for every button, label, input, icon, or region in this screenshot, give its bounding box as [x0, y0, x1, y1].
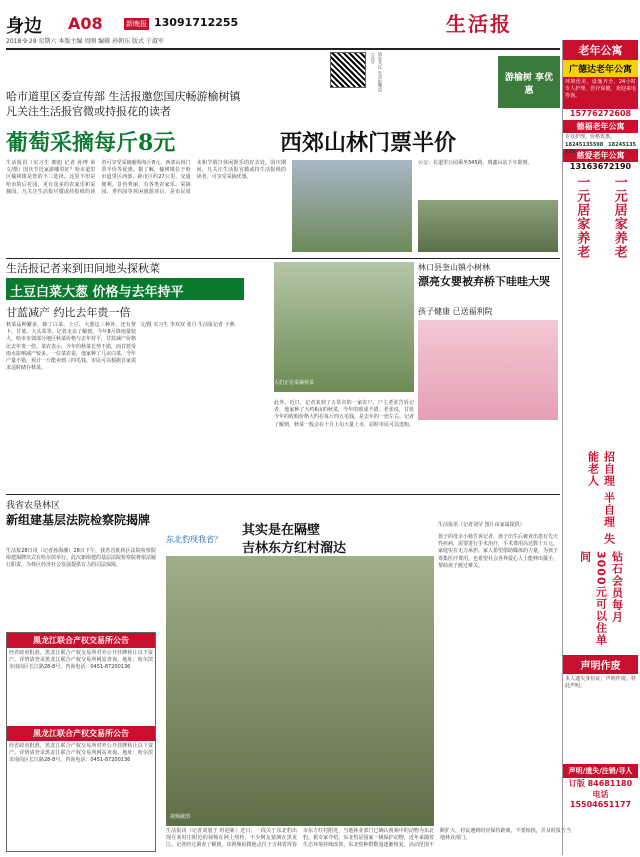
qr-code	[330, 52, 366, 88]
story1-body: 生活报讯（实习生 朝旭 记者 孙博 荣 文/摄）国庆节近家游哪里好？哈市道里区榆树镇是您的不二选择。这里不但是哈市的后花园，更有众多的农家乐和采摘园。凡关注生活报官微或持报纸的读者可享受采摘葡萄每斤8元、西郊山林门票半价等优惠。据了解，榆树镇位于哈市道里区西部，距市区约27公里，交通便利，景色秀丽，有各类农家乐、采摘园、垂钓园等休闲旅游项目，是市民周末和节假日休闲娱乐的好去处。国庆期间，凡关注生活报官微或持生活报纸的读者，可享受采摘优惠。	[6, 160, 286, 195]
promo-tag: 游榆树 享优惠	[498, 56, 560, 108]
story5-headline-a: 其实是在隔壁	[242, 523, 321, 538]
ad-big3: 招自理 半自理 失能老人	[586, 451, 616, 545]
story4-kicker: 我省农垦林区	[6, 501, 61, 511]
story5-body: 生活报讯（记者刘旭于 时迎新）近日，一段关于东北豹出现在某村庄附近的视频在网上热传，不少网友猜测在黑龙江。记者经过调查了解到，该视频拍摄地点位于吉林省珲春市东方红村附近，当地林业部门已确认视频中的动物为东北豹。据专家介绍，东北豹是国家一级保护动物，近年来随着生态环境持续改善，东北豹种群数量逐渐恢复，活动范围不断扩大，村民遇到时应保持距离，不要惊扰，并及时报告当地林业部门。	[166, 828, 571, 849]
ad-big4: 钻石会员每月3000元可以住单间	[578, 551, 624, 646]
notice-body: 本人遗失身份证，声明作废。特此声明。	[565, 676, 636, 690]
classified-box	[6, 632, 156, 852]
page-header	[6, 6, 406, 46]
story3-photo-caption: 人们正在采摘秋菜	[274, 380, 315, 386]
ad3-title: 慈爱老年公寓	[563, 149, 638, 162]
section-name: 身边	[6, 16, 42, 37]
divider	[6, 494, 560, 495]
hotline: 13091712255	[154, 16, 239, 29]
story5-photo-caption: 视频截图	[170, 814, 191, 820]
ad1-body: 环境优美，设施齐全，24小时专人护理，医疗保健，欢迎来电咨询。	[563, 77, 638, 109]
classified-title1: 黑龙江联合产权交易所公告	[7, 633, 155, 648]
story4-headline: 新组建基层法院检察院揭牌	[6, 513, 151, 527]
ad-big1: 一元居家养老	[574, 175, 590, 259]
story4-body: 生活报28日讯（记者孙海潮）28日下午，我省首批林区法院检察院组建揭牌仪式在哈尔滨举行。此次新组建的基层法院检察院将依法履行职责，为林区经济社会发展提供有力的司法保障。	[6, 548, 157, 569]
ad1-name: 广德达老年公寓	[563, 60, 638, 77]
notice-title: 声明作废	[563, 655, 638, 674]
story2-body: 秋菜品种繁多，除了白菜、土豆、大葱这三种外，还有萝卜、甘蓝、大头菜等。记者走访了解到，今年8月降雨量较大，哈市市郊部分地区秋菜价格与去年持平，甘蓝减产价格比去年贵一倍。菜农表示，今年的秋菜长势不错，而甘蓝受雨水影响减产较多。一位菜农说，他家种了几亩白菜，今年产量不错，预计一斤能卖到三四毛钱。市民可以根据自家需求适时储存秋菜。	[6, 322, 137, 372]
right-ad-column	[562, 40, 638, 855]
story1-headline-a: 葡萄采摘每斤8元	[6, 130, 176, 156]
story2-subhead: 甘蓝减产 约比去年贵一倍	[6, 306, 131, 319]
bottom-phone1: 订版 84681180	[568, 779, 633, 788]
divider	[6, 258, 560, 259]
story1-photo-caption: 公交：在道里公园乘坐345路，到鑫山站下车即到。	[418, 160, 533, 166]
story2-byline: 文/摄 实习生 李双双 张月 生活报记者 于燕	[140, 322, 235, 328]
classified-body2: 经省政府批准，黑龙江联合产权交易所对外公开挂牌转让以下资产。详情请登录黑龙江联合产权交易所网站查询。地址：哈尔滨市南岗区长江路28-8号。咨询电话：0451-87200136	[9, 743, 153, 764]
header-rule	[6, 48, 560, 50]
page-number: A08	[68, 14, 103, 33]
classified-title2: 黑龙江联合产权交易所公告	[7, 726, 155, 741]
story5-photo	[166, 556, 434, 826]
story5-kicker: 东北豹现我省？	[166, 535, 222, 544]
story2-kicker: 生活报记者来到田间地头探秋菜	[6, 262, 160, 275]
ad2-phone: 18245135598 18245135588	[565, 142, 636, 156]
story6-headline: 漂亮女婴被弃桥下哇哇大哭	[418, 275, 550, 288]
bottom-ad-title: 声明/遗失/注销/寻人	[563, 764, 638, 778]
story1-photo2	[418, 200, 558, 252]
classified-body1: 经省政府批准，黑龙江联合产权交易所对外公开挂牌转让以下资产。详情请登录黑龙江联合产权交易所网站查询。地址：哈尔滨市南岗区长江路28-8号。咨询电话：0451-87200136	[9, 650, 153, 671]
story1-kicker: 哈市道里区委宣传部 生活报邀您国庆畅游榆树镇	[6, 90, 241, 103]
story6-body: 孩子的母亲小杨告诉记者，孩子出生后被查出患有先天性疾病，需要进行手术治疗，手术费用高达数十万元，家庭实在无力承担。家人希望借助媒体的力量，为孩子筹集医疗费用，也希望社会各界爱心人士能伸出援手，帮助孩子渡过难关。	[438, 534, 559, 569]
ad2-body: 专业护理，价格优惠。	[565, 134, 616, 140]
story6-kicker: 生活报讯（记者刘莹 图片由家属提供）	[438, 522, 525, 528]
ad-big2: 一元居家养老	[611, 175, 627, 259]
story1-headline-b: 西郊山林门票半价	[280, 130, 457, 156]
story2-photo	[274, 262, 414, 392]
story6-photo	[418, 320, 558, 420]
story1-photo	[292, 160, 412, 252]
ad2-title: 德福老年公寓	[563, 120, 638, 133]
date-line: 2018·9·29 星期六 本版主编 周刚 编辑 孙朝东 版式 于淑军	[6, 38, 164, 45]
story2-headline: 土豆白菜大葱 价格与去年持平	[6, 278, 244, 300]
ad1-phone: 15776272608	[569, 109, 632, 118]
story5-headline-b: 吉林东方红村溜达	[242, 541, 347, 556]
story3-body: 此外，近日，记者来到了五常市的一家农户，户主老张告诉记者，他家种了大约6亩的秋菜，今年的收成不错。老张说，甘蓝今年的收购价格大约在每斤四五毛钱，是去年的一倍左右。记者了解到，秋菜一般会在十月上旬大量上市，届时市民可以选购。	[274, 400, 415, 428]
newspaper-logo: 新晚报	[126, 20, 147, 28]
brand-masthead: 生活报	[446, 12, 512, 36]
ad1-title: 老年公寓	[563, 40, 638, 60]
bottom-phone2: 电话 15504651177	[569, 790, 632, 809]
story1-kicker2: 凡关注生活报官微或持报花的读者	[6, 105, 171, 118]
story6-subhead: 孩子健康 已送福利院	[418, 307, 493, 316]
promo-caption: 请您关注 生活报微信公众号	[370, 52, 383, 92]
ad3-phone: 13163672190	[569, 162, 632, 171]
story6-headline-kicker: 林口县奎山镇小树林	[418, 263, 490, 272]
